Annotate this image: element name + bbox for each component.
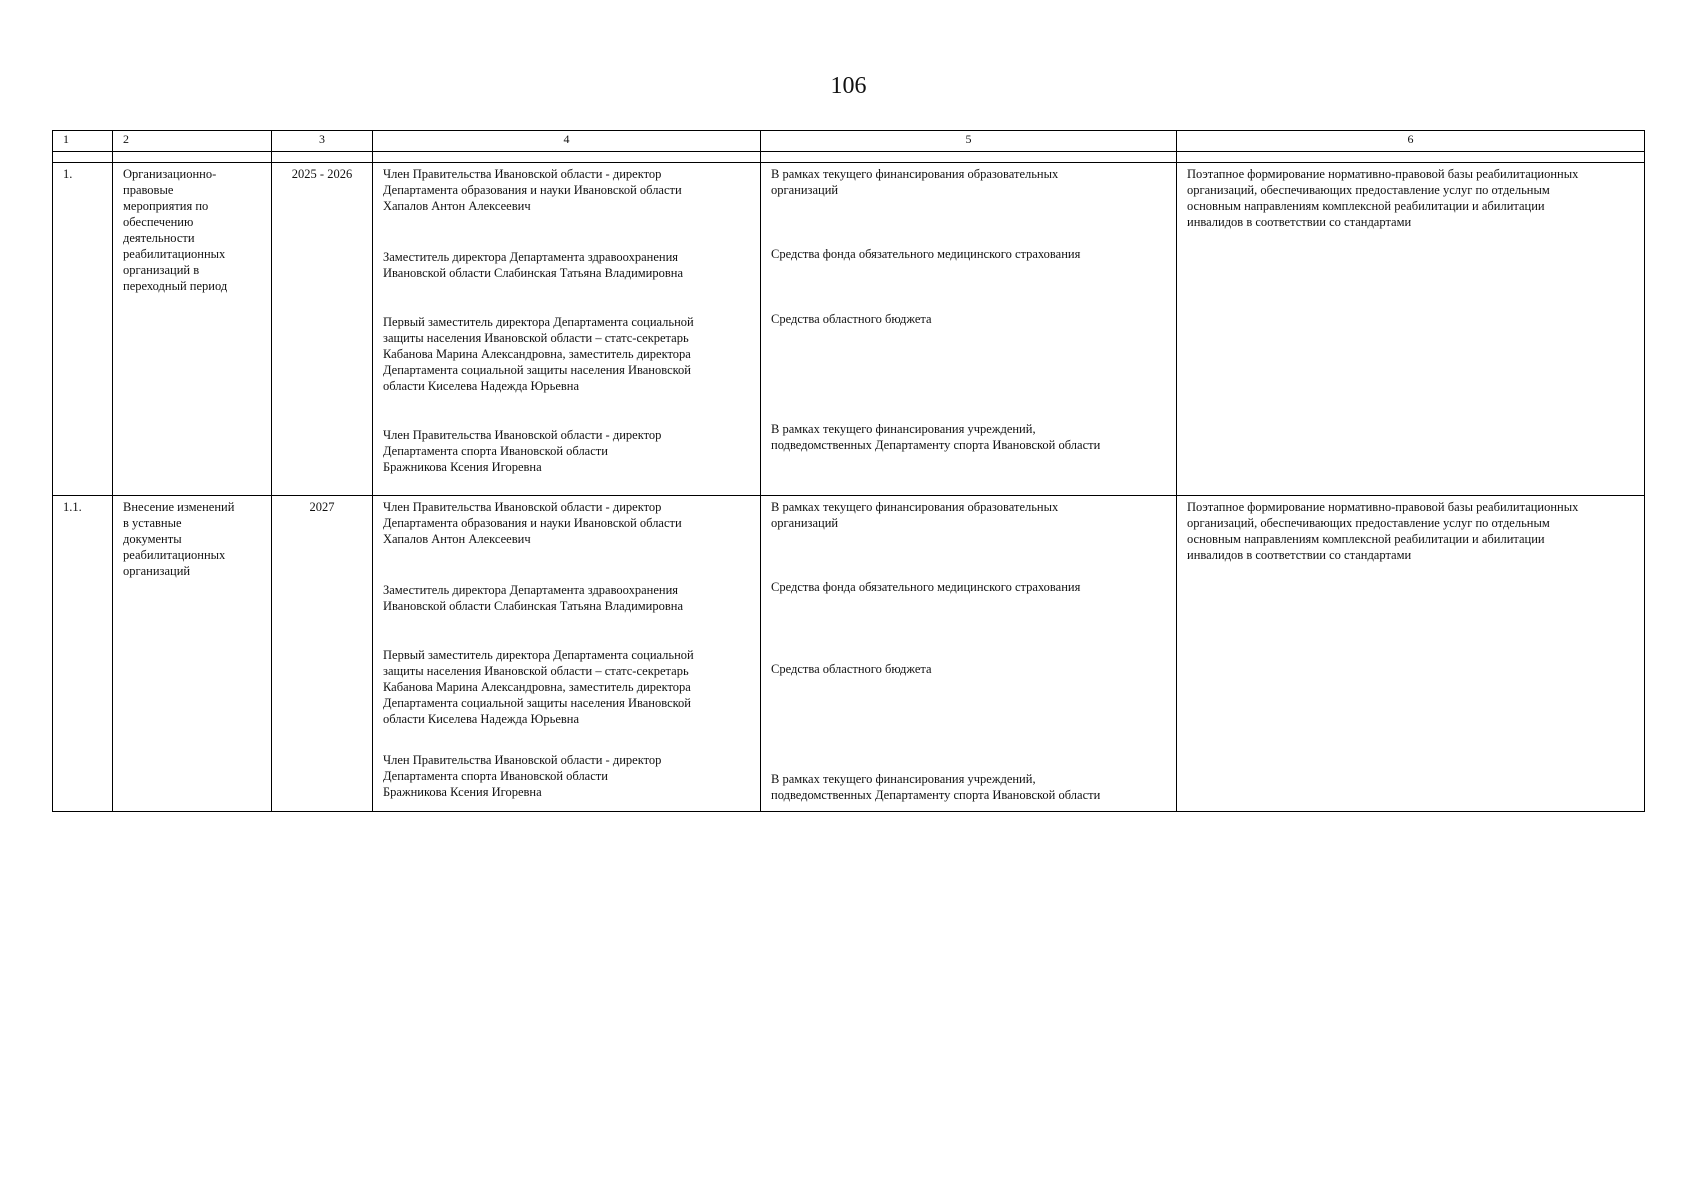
funding-entry: Средства фонда обязательного медицинского страхования bbox=[771, 247, 1081, 261]
row-number: 1. bbox=[53, 163, 113, 496]
responsible-entry: Заместитель директора Департамента здравоохранения Ивановской области Слабинская Татьяна Владимировна bbox=[383, 250, 683, 280]
expected-result: Поэтапное формирование нормативно-правовой базы реабилитационных организаций, обеспечивающих предоставление услуг по отдельным основным направлениям комплексной реабилитации и абилитации инвалидов в соответствии со стандартами bbox=[1177, 163, 1645, 496]
header-col-1: 1 bbox=[53, 131, 113, 152]
header-spacer bbox=[53, 152, 1645, 163]
responsible-cell bbox=[373, 496, 761, 812]
table-row bbox=[53, 496, 1645, 812]
header-col-3: 3 bbox=[272, 131, 373, 152]
funding-entry: В рамках текущего финансирования образовательных организаций bbox=[771, 167, 1059, 197]
funding-entry: В рамках текущего финансирования образовательных организаций bbox=[771, 500, 1059, 530]
funding-entry: Средства фонда обязательного медицинского страхования bbox=[771, 580, 1081, 594]
responsible-entry: Первый заместитель директора Департамента социальной защиты населения Ивановской области – статс-секретарь Кабанова Марина Александровна, заместитель директора Департамента социальной защиты населения Ивановской области Киселева Надежда Юрьевна bbox=[383, 648, 694, 726]
responsible-entry: Член Правительства Ивановской области - директор Департамента спорта Ивановской области Бражникова Ксения Игоревна bbox=[383, 753, 662, 799]
responsible-cell bbox=[373, 163, 761, 496]
row-number: 1.1. bbox=[53, 496, 113, 812]
responsible-entry: Член Правительства Ивановской области - директор Департамента образования и науки Ивановской области Хапалов Антон Алексеевич bbox=[383, 500, 682, 546]
funding-entry: Средства областного бюджета bbox=[771, 662, 932, 676]
funding-cell bbox=[761, 496, 1177, 812]
responsible-entry: Член Правительства Ивановской области - директор Департамента спорта Ивановской области Бражникова Ксения Игоревна bbox=[383, 428, 662, 474]
responsible-entry: Заместитель директора Департамента здравоохранения Ивановской области Слабинская Татьяна Владимировна bbox=[383, 583, 683, 613]
funding-entry: В рамках текущего финансирования учреждений, подведомственных Департаменту спорта Ивановской области bbox=[771, 422, 1101, 452]
header-col-2: 2 bbox=[113, 131, 272, 152]
header-row bbox=[53, 131, 1645, 152]
responsible-entry: Первый заместитель директора Департамента социальной защиты населения Ивановской области – статс-секретарь Кабанова Марина Александровна, заместитель директора Департамента социальной защиты населения Ивановской области Киселева Надежда Юрьевна bbox=[383, 315, 694, 393]
measures-table bbox=[52, 130, 1645, 812]
header-col-6: 6 bbox=[1177, 131, 1645, 152]
funding-entry: Средства областного бюджета bbox=[771, 312, 932, 326]
table-row bbox=[53, 163, 1645, 496]
funding-entry: В рамках текущего финансирования учреждений, подведомственных Департаменту спорта Ивановской области bbox=[771, 772, 1101, 802]
period: 2027 bbox=[272, 496, 373, 812]
expected-result: Поэтапное формирование нормативно-правовой базы реабилитационных организаций, обеспечивающих предоставление услуг по отдельным основным направлениям комплексной реабилитации и абилитации инвалидов в соответствии со стандартами bbox=[1177, 496, 1645, 812]
funding-cell bbox=[761, 163, 1177, 496]
page-number: 106 bbox=[830, 73, 867, 99]
header-col-4: 4 bbox=[373, 131, 761, 152]
responsible-entry: Член Правительства Ивановской области - директор Департамента образования и науки Ивановской области Хапалов Антон Алексеевич bbox=[383, 167, 682, 213]
period: 2025 - 2026 bbox=[272, 163, 373, 496]
measure-name: Организационно- правовые мероприятия по обеспечению деятельности реабилитационных организаций в переходный период bbox=[113, 163, 272, 496]
header-col-5: 5 bbox=[761, 131, 1177, 152]
measure-name: Внесение изменений в уставные документы реабилитационных организаций bbox=[113, 496, 272, 812]
